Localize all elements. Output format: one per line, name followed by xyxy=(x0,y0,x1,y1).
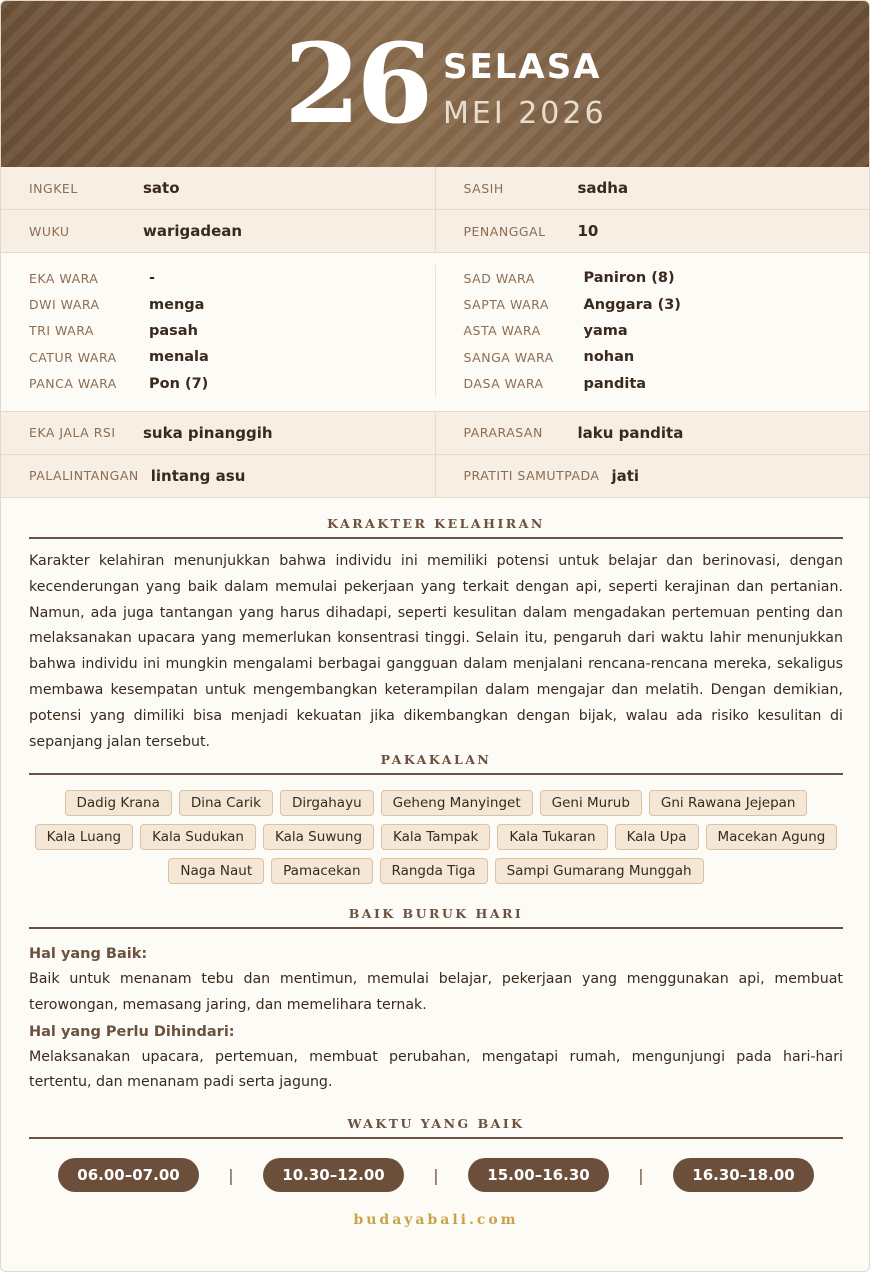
info-label: PARARASAN xyxy=(463,425,543,441)
time-separator: | xyxy=(433,1165,439,1185)
info-value: jati xyxy=(611,466,640,485)
pakakalan-tags xyxy=(1,790,870,884)
wara-value: yama xyxy=(583,322,628,339)
baik-buruk-section xyxy=(1,906,870,1096)
info-cell-palalintangan xyxy=(1,455,435,497)
tag-row xyxy=(29,790,843,816)
info-row-wuku-penanggal xyxy=(1,210,869,253)
tag-row xyxy=(29,824,843,850)
section-divider xyxy=(29,537,843,539)
pakakalan-tag: Dirgahayu xyxy=(280,790,374,816)
info-cell-ingkel xyxy=(1,167,435,209)
info-value: laku pandita xyxy=(577,423,684,442)
info-value: lintang asu xyxy=(150,466,246,485)
tag-row xyxy=(29,858,843,884)
info-cell-pratiti-samutpada xyxy=(435,455,870,497)
wara-row xyxy=(1,318,435,344)
wara-row xyxy=(1,291,435,317)
wara-value: Anggara (3) xyxy=(583,296,681,313)
wara-label: PANCA WARA xyxy=(29,376,117,392)
good-heading: Hal yang Baik: xyxy=(29,946,148,962)
pakakalan-tag: Dadig Krana xyxy=(65,790,172,816)
wara-row xyxy=(436,318,870,344)
section-title-pakakalan: PAKAKALAN xyxy=(380,752,492,767)
wara-label: CATUR WARA xyxy=(29,349,117,365)
pakakalan-tag: Gni Rawana Jejepan xyxy=(649,790,808,816)
info-cell-wuku xyxy=(1,210,435,252)
section-title-waktu: WAKTU YANG BAIK xyxy=(347,1116,525,1131)
footer-site: budayabali.com xyxy=(353,1212,519,1228)
wara-value: menala xyxy=(149,349,209,366)
wara-label: EKA WARA xyxy=(29,270,99,286)
pakakalan-tag: Naga Naut xyxy=(168,858,264,884)
pakakalan-section xyxy=(1,752,870,892)
wara-value: - xyxy=(149,270,156,287)
karakter-section xyxy=(1,516,870,755)
wara-column-right xyxy=(435,265,870,397)
time-slots xyxy=(1,1158,870,1192)
wara-value: nohan xyxy=(583,349,635,366)
wara-row xyxy=(436,371,870,397)
info-value: warigadean xyxy=(143,222,243,240)
info-label: PALALINTANGAN xyxy=(29,468,139,484)
info-row-ingkel-sasih xyxy=(1,167,869,210)
wara-row xyxy=(436,291,870,317)
info-value: sato xyxy=(143,179,180,197)
wara-label: SANGA WARA xyxy=(463,349,554,365)
info-label: INGKEL xyxy=(29,180,78,196)
info-cell-sasih xyxy=(435,167,870,209)
pakakalan-tag: Geheng Manyinget xyxy=(381,790,533,816)
info-cell-eka-jala-rsi xyxy=(1,412,435,454)
pakakalan-tag: Pamacekan xyxy=(271,858,372,884)
info-label: PRATITI SAMUTPADA xyxy=(463,468,600,484)
wara-row xyxy=(1,265,435,291)
wara-value: pandita xyxy=(583,375,647,392)
wara-label: SAPTA WARA xyxy=(463,297,549,313)
wara-row xyxy=(436,344,870,370)
pakakalan-tag: Kala Tukaran xyxy=(497,824,607,850)
month-year: MEI 2026 xyxy=(443,96,607,131)
pakakalan-tag: Rangda Tiga xyxy=(380,858,488,884)
pakakalan-tag: Dina Carik xyxy=(179,790,273,816)
section-divider xyxy=(29,773,843,775)
info-value: 10 xyxy=(577,222,599,240)
wara-value: menga xyxy=(149,296,205,313)
section-title-karakter: KARAKTER KELAHIRAN xyxy=(327,516,545,531)
time-slot: 15.00–16.30 xyxy=(468,1158,609,1192)
wara-label: DWI WARA xyxy=(29,297,100,313)
pakakalan-tag: Sampi Gumarang Munggah xyxy=(495,858,704,884)
wara-column-left xyxy=(1,265,435,397)
wara-label: ASTA WARA xyxy=(463,323,541,339)
pakakalan-tag: Geni Murub xyxy=(540,790,642,816)
waktu-section xyxy=(1,1116,870,1192)
pakakalan-tag: Kala Sudukan xyxy=(140,824,256,850)
wara-value: Pon (7) xyxy=(149,375,209,392)
wara-value: Paniron (8) xyxy=(583,270,675,287)
section-title-baik-buruk: BAIK BURUK HARI xyxy=(348,906,524,921)
info-label: EKA JALA RSI xyxy=(29,425,116,441)
time-separator: | xyxy=(638,1165,644,1185)
date-header xyxy=(1,1,869,167)
time-slot: 10.30–12.00 xyxy=(263,1158,404,1192)
wara-row xyxy=(1,344,435,370)
info-row-ekajala-pararasan xyxy=(1,412,869,455)
info-row-palalintangan-pratiti xyxy=(1,455,869,498)
bad-text: Melaksanakan upacara, pertemuan, membuat perubahan, mengatapi rumah, mengunjungi pada hari-hari tertentu, dan menanam padi serta jagung. xyxy=(29,1048,843,1091)
pakakalan-tag: Kala Tampak xyxy=(381,824,490,850)
wara-row xyxy=(436,265,870,291)
pakakalan-tag: Kala Luang xyxy=(35,824,133,850)
wara-label: DASA WARA xyxy=(463,376,544,392)
info-value: suka pinanggih xyxy=(143,423,273,442)
time-slot: 16.30–18.00 xyxy=(673,1158,814,1192)
pakakalan-tag: Kala Suwung xyxy=(263,824,374,850)
section-divider xyxy=(29,1137,843,1139)
time-slot: 06.00–07.00 xyxy=(58,1158,199,1192)
info-label: WUKU xyxy=(29,223,70,239)
info-cell-penanggal xyxy=(435,210,870,252)
wara-label: TRI WARA xyxy=(29,323,94,339)
wara-label: SAD WARA xyxy=(463,270,535,286)
wara-row xyxy=(1,371,435,397)
section-divider xyxy=(29,927,843,929)
good-text: Baik untuk menanam tebu dan mentimun, memulai belajar, pekerjaan yang menggunakan api, membuat terowongan, memasang jaring, dan memelihara ternak. xyxy=(29,971,843,1013)
karakter-text: Karakter kelahiran menunjukkan bahwa individu ini memiliki potensi untuk belajar dan berinovasi, dengan kecenderungan yang baik dalam memulai pekerjaan yang terkait dengan api, seperti kerajinan dan pertanian. Namun, ada juga tantangan yang harus dihadapi, seperti kesulitan dalam mengadakan pertemuan penting dan melaksanakan upacara yang memerlukan konsentrasi tinggi. Selain itu, pengaruh dari waktu lahir menunjukkan bahwa individu ini mungkin mengalami berbagai gangguan dalam menjalani rencana-rencana mereka, sekaligus membawa kesempatan untuk mengembangkan keterampilan dalam mengajar dan melatih. Dengan demikian, potensi yang dimiliki bisa menjadi kekuatan jika dikembangkan dengan bijak, walau ada risiko kesulitan di sepanjang jalan tersebut. xyxy=(29,553,843,750)
info-cell-pararasan xyxy=(435,412,870,454)
bad-heading: Hal yang Perlu Dihindari: xyxy=(29,1023,235,1040)
day-number: 26 xyxy=(284,19,430,148)
wara-grid xyxy=(1,253,869,412)
day-name: SELASA xyxy=(443,47,602,87)
info-label: PENANGGAL xyxy=(463,223,546,239)
time-separator: | xyxy=(228,1165,234,1185)
wara-value: pasah xyxy=(149,322,198,339)
info-label: SASIH xyxy=(463,180,504,196)
info-value: sadha xyxy=(577,179,629,197)
pakakalan-tag: Kala Upa xyxy=(615,824,699,850)
pakakalan-tag: Macekan Agung xyxy=(706,824,838,850)
